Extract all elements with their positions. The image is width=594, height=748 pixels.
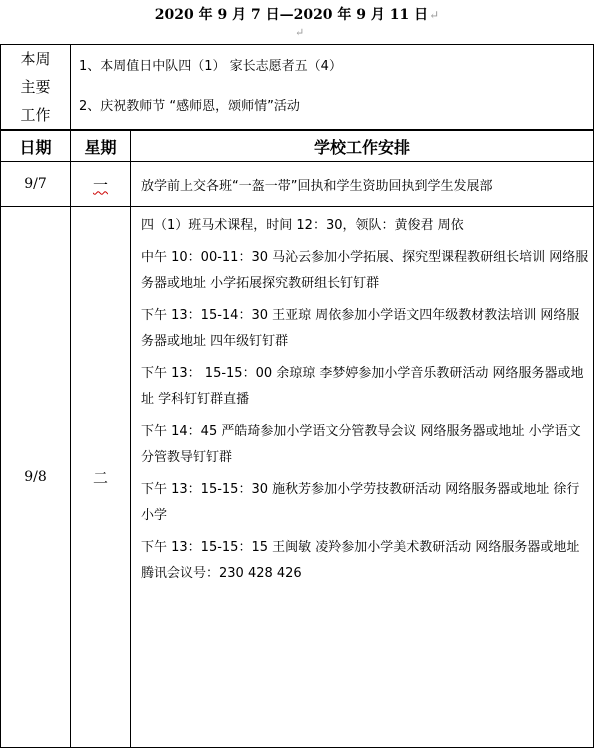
schedule-item: 中午 10：00-11：30 马沁云参加小学拓展、探究型课程教研组长培训 网络服务器或地址 小学拓展探究教研组长钉钉群 bbox=[141, 250, 589, 291]
main-work-item: 1、本周值日中队四（1） 家长志愿者五（4） bbox=[79, 59, 342, 74]
main-work-content bbox=[71, 45, 594, 131]
page-title bbox=[0, 4, 594, 26]
schedule-item: 四（1）班马术课程，时间 12：30，领队：黄俊君 周依 bbox=[141, 218, 464, 233]
schedule-table bbox=[0, 44, 594, 748]
column-header-weekday: 星期 bbox=[71, 130, 131, 162]
main-work-label bbox=[1, 45, 71, 131]
table-row bbox=[1, 162, 594, 207]
main-work-row bbox=[1, 45, 594, 131]
weekday-text: 一 bbox=[92, 175, 108, 194]
label-line: 工作 bbox=[20, 106, 51, 124]
schedule-item: 下午 13： 15-15：00 余琼琼 李梦婷参加小学音乐教研活动 网络服务器或地址 学科钉钉群直播 bbox=[141, 366, 584, 407]
date-cell: 9/7 bbox=[1, 162, 71, 207]
column-header-arrangement: 学校工作安排 bbox=[131, 130, 594, 162]
schedule-item: 下午 14：45 严皓琦参加小学语文分管教导会议 网络服务器或地址 小学语文分管教导钉钉群 bbox=[141, 424, 581, 465]
schedule-item: 下午 13：15-15：30 施秋芳参加小学劳技教研活动 网络服务器或地址 徐行小学 bbox=[141, 482, 580, 523]
main-work-item: 2、庆祝教师节 “感师恩，颂师情”活动 bbox=[79, 99, 300, 114]
header-row bbox=[1, 130, 594, 162]
table-row bbox=[1, 207, 594, 748]
column-header-date: 日期 bbox=[1, 130, 71, 162]
schedule-item: 下午 13：15-14：30 王亚琼 周依参加小学语文四年级教材教法培训 网络服务器或地址 四年级钉钉群 bbox=[141, 308, 580, 349]
title-text: 2020 年 9 月 7 日—2020 年 9 月 11 日 bbox=[154, 7, 429, 23]
weekday-cell bbox=[71, 162, 131, 207]
date-cell: 9/8 bbox=[1, 207, 71, 748]
paragraph-mark-icon: ↵ bbox=[429, 8, 440, 22]
weekday-text: 二 bbox=[92, 468, 108, 487]
label-line: 本周 bbox=[20, 50, 51, 68]
label-line: 主要 bbox=[20, 78, 51, 96]
schedule-item: 下午 13：15-15：15 王闽敏 凌羚参加小学美术教研活动 网络服务器或地址 腾讯会议号：230 428 426 bbox=[141, 540, 580, 581]
arrangement-cell: 放学前上交各班“一盔一带”回执和学生资助回执到学生发展部 bbox=[131, 162, 594, 207]
arrangement-cell bbox=[131, 207, 594, 748]
paragraph-mark-icon: ↵ bbox=[295, 26, 305, 39]
weekday-cell bbox=[71, 207, 131, 748]
